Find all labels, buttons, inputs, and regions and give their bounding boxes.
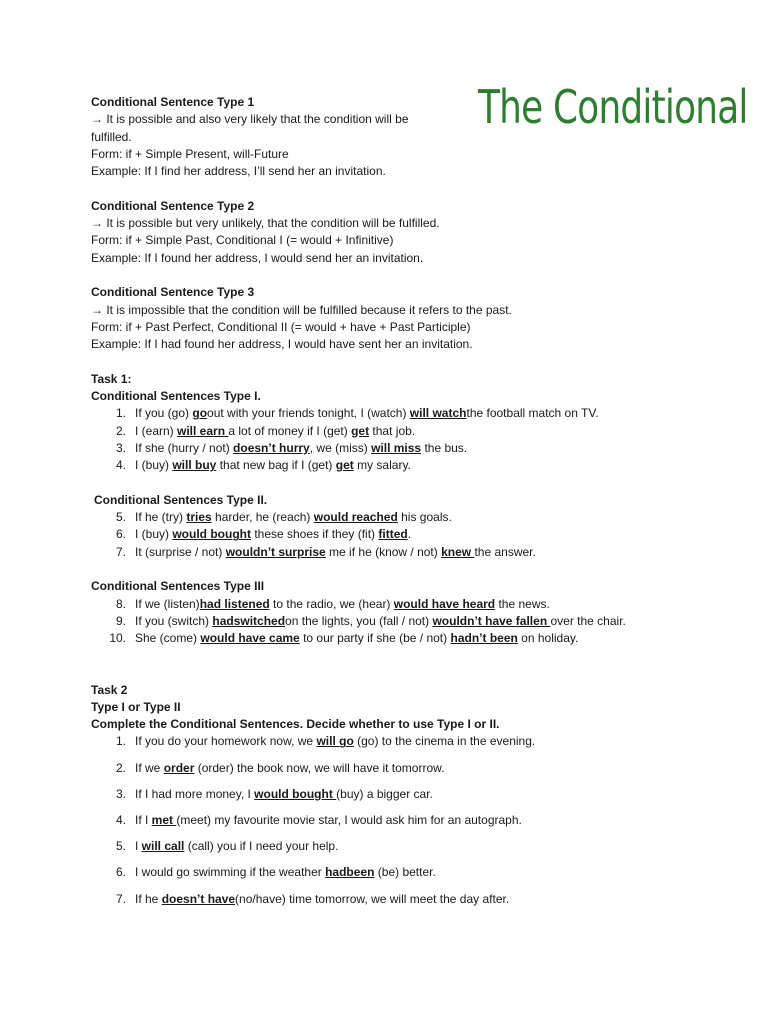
task1-label: Task 1: [91, 371, 132, 386]
type3-example: Example: If I had found her address, I would have sent her an invitation. [91, 337, 473, 352]
task2-instruction: Complete the Conditional Sentences. Decide whether to use Type I or II. [91, 717, 500, 732]
item-number: 6. [115, 865, 126, 880]
list-item [91, 457, 731, 474]
item-text [135, 733, 535, 759]
list-item [91, 405, 731, 422]
answer-text: wouldn’t have fallen [432, 613, 551, 628]
sentence-text: I would go swimming if the weather [135, 865, 326, 880]
item-text [135, 440, 467, 457]
item-number: 7. [115, 544, 126, 559]
answer-text: fitted [378, 527, 408, 542]
item-number: 7. [115, 891, 126, 906]
list-item [91, 509, 731, 526]
answer-text: wouldn’t surprise [225, 544, 326, 559]
sentence-text: a lot of money if I (get) [228, 423, 352, 438]
item-text [135, 457, 411, 474]
sentence-text: on the lights, you (fall / not) [285, 613, 433, 628]
answer-text: had listened [199, 596, 270, 611]
item-text [135, 526, 411, 543]
list-item [91, 630, 731, 647]
list-item [91, 596, 731, 613]
sentence-text: his goals. [397, 510, 452, 525]
type1-desc-cont: fulfilled. [91, 129, 132, 144]
sentence-text: the football match on TV. [466, 406, 599, 421]
answer-text: tries [186, 510, 212, 525]
sentence-text: the answer. [474, 544, 536, 559]
type3-heading: Conditional Sentence Type 3 [91, 285, 255, 300]
sentence-text: If she (hurry / not) [135, 440, 234, 455]
item-number: 3. [115, 786, 126, 801]
sentence-text: (meet) my favourite movie star, I would ask him for an autograph. [176, 812, 522, 827]
answer-text: hadswitched [212, 613, 286, 628]
sentence-text: harder, he (reach) [211, 510, 314, 525]
task1-section2-list [91, 509, 731, 561]
item-number: 5. [115, 510, 126, 525]
item-number: 6. [115, 527, 126, 542]
item-text [135, 509, 452, 526]
sentence-text: If you (go) [135, 406, 193, 421]
answer-text: get [351, 423, 370, 438]
list-item [91, 423, 731, 440]
type1-desc: → It is possible and also very likely that the condition will be [91, 112, 409, 127]
item-number: 2. [115, 760, 126, 775]
item-text [135, 423, 415, 440]
answer-text: would bought [172, 527, 251, 542]
answer-text: will earn [177, 423, 229, 438]
item-text [135, 812, 522, 838]
answer-text: get [335, 458, 354, 473]
list-item [91, 786, 731, 812]
sentence-text: I (buy) [135, 458, 173, 473]
item-text [135, 596, 550, 613]
list-item [91, 864, 731, 890]
list-item [91, 440, 731, 457]
list-item [91, 891, 731, 917]
task2-subheading: Type I or Type II [91, 699, 181, 714]
answer-text: will call [141, 839, 185, 854]
sentence-text: (be) better. [374, 865, 436, 880]
item-text [135, 838, 338, 864]
item-number: 8. [115, 596, 126, 611]
answer-text: knew [441, 544, 475, 559]
sentence-text: . [407, 527, 412, 542]
answer-text: hadn’t been [450, 631, 518, 646]
sentence-text: my salary. [353, 458, 411, 473]
sentence-text: If we [135, 760, 164, 775]
sentence-text: I (earn) [135, 423, 178, 438]
sentence-text: over the chair. [550, 613, 626, 628]
list-item [91, 544, 731, 561]
sentence-text: (order) the book now, we will have it tomorrow. [194, 760, 445, 775]
item-text [135, 786, 433, 812]
sentence-text: on holiday. [517, 631, 579, 646]
list-item [91, 733, 731, 759]
document-title-logo: The Conditional [478, 80, 748, 134]
document-body [91, 94, 731, 917]
item-text [135, 891, 509, 917]
type1-example: Example: If I find her address, I’ll send her an invitation. [91, 164, 386, 179]
item-number: 1. [115, 406, 126, 421]
sentence-text: , we (miss) [309, 440, 372, 455]
answer-text: would have came [200, 631, 300, 646]
sentence-text: (buy) a bigger car. [336, 786, 433, 801]
answer-text: will miss [371, 440, 422, 455]
type1-heading: Conditional Sentence Type 1 [91, 95, 255, 109]
item-number: 4. [115, 812, 126, 827]
sentence-text: It (surprise / not) [135, 544, 226, 559]
sentence-text: to the radio, we (hear) [269, 596, 394, 611]
item-number: 9. [115, 613, 126, 628]
sentence-text: If he (try) [135, 510, 187, 525]
type2-heading: Conditional Sentence Type 2 [91, 198, 255, 213]
sentence-text: (call) you if I need your help. [184, 839, 339, 854]
type1-form: Form: if + Simple Present, will-Future [91, 146, 289, 161]
task2-label: Task 2 [91, 682, 128, 697]
sentence-text: If he [135, 891, 162, 906]
answer-text: met [151, 812, 177, 827]
task1-section1-list [91, 405, 731, 474]
sentence-text: She (come) [135, 631, 201, 646]
sentence-text: If we (listen) [135, 596, 200, 611]
sentence-text: I (buy) [135, 527, 173, 542]
sentence-text: the news. [495, 596, 550, 611]
list-item [91, 812, 731, 838]
sentence-text: that new bag if I (get) [216, 458, 336, 473]
answer-text: doesn’t have [161, 891, 236, 906]
item-number: 3. [115, 440, 126, 455]
type2-example: Example: If I found her address, I would send her an invitation. [91, 250, 424, 265]
sentence-text: to our party if she (be / not) [299, 631, 451, 646]
sentence-text: that job. [369, 423, 416, 438]
sentence-text: (no/have) time tomorrow, we will meet the day after. [235, 891, 510, 906]
list-item [91, 526, 731, 543]
item-number: 2. [115, 423, 126, 438]
answer-text: order [163, 760, 195, 775]
type2-desc: → It is possible but very unlikely, that the condition will be fulfilled. [91, 216, 440, 231]
answer-text: go [192, 406, 208, 421]
task2-list [91, 733, 731, 916]
list-item [91, 760, 731, 786]
sentence-text: If you (switch) [135, 613, 213, 628]
sentence-text: the bus. [421, 440, 468, 455]
item-number: 10. [109, 631, 126, 646]
type3-desc: → It is impossible that the condition will be fulfilled because it refers to the past. [91, 302, 512, 317]
task1-section3-heading: Conditional Sentences Type III [91, 579, 265, 594]
answer-text: will watch [409, 406, 467, 421]
item-number: 4. [115, 458, 126, 473]
item-text [135, 613, 626, 630]
type3-form: Form: if + Past Perfect, Conditional II (= would + have + Past Participle) [91, 319, 471, 334]
task1-section1-heading: Conditional Sentences Type I. [91, 389, 261, 404]
sentence-text: out with your friends tonight, I (watch) [207, 406, 410, 421]
item-text [135, 544, 536, 561]
sentence-text: If you do your homework now, we [135, 734, 317, 749]
list-item [91, 838, 731, 864]
item-text [135, 760, 444, 786]
type2-form: Form: if + Simple Past, Conditional I (= would + Infinitive) [91, 233, 394, 248]
list-item [91, 613, 731, 630]
item-text [135, 405, 599, 422]
answer-text: doesn’t hurry [233, 440, 310, 455]
task1-section2-heading: Conditional Sentences Type II. [94, 492, 268, 507]
sentence-text: If I [135, 812, 152, 827]
item-text [135, 630, 578, 647]
sentence-text: me if he (know / not) [325, 544, 442, 559]
answer-text: would bought [254, 786, 337, 801]
answer-text: would reached [313, 510, 398, 525]
answer-text: hadbeen [325, 865, 375, 880]
sentence-text: these shoes if they (fit) [250, 527, 379, 542]
sentence-text: I [135, 839, 142, 854]
task1-section3-list [91, 596, 731, 648]
answer-text: will go [316, 734, 354, 749]
item-number: 5. [115, 839, 126, 854]
answer-text: will buy [172, 458, 217, 473]
sentence-text: If I had more money, I [135, 786, 255, 801]
item-number: 1. [115, 734, 126, 749]
item-text [135, 864, 436, 890]
answer-text: would have heard [393, 596, 496, 611]
sentence-text: (go) to the cinema in the evening. [353, 734, 536, 749]
